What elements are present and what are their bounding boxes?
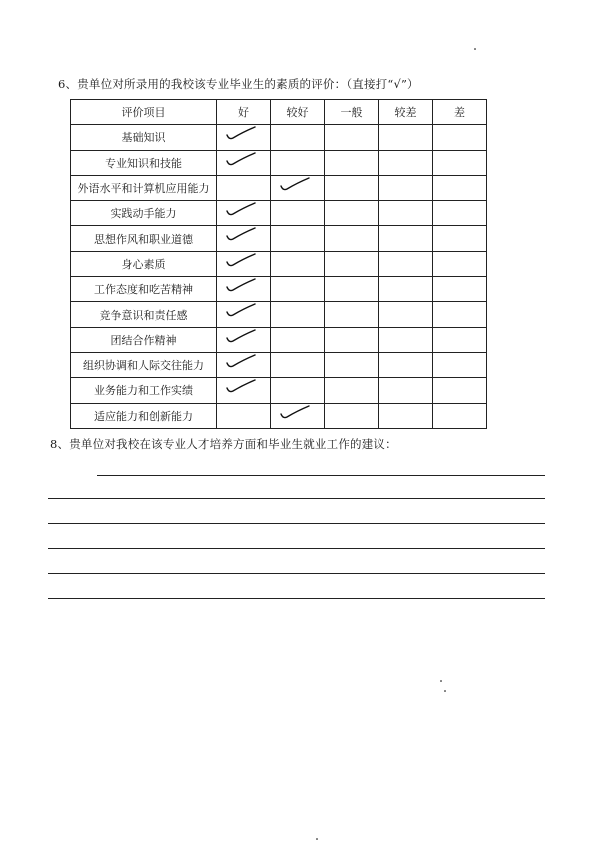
rating-cell[interactable] <box>217 150 271 175</box>
row-label: 专业知识和技能 <box>71 150 217 175</box>
rating-cell[interactable] <box>433 327 487 352</box>
table-row <box>71 150 487 175</box>
checkmark-stroke <box>281 178 309 190</box>
rating-cell[interactable] <box>325 125 379 150</box>
rating-cell[interactable] <box>271 175 325 200</box>
checkmark-stroke <box>227 279 255 291</box>
scan-speck <box>440 680 442 682</box>
rating-cell[interactable] <box>325 150 379 175</box>
checkmark-icon <box>221 303 265 325</box>
rating-cell[interactable] <box>433 352 487 377</box>
rating-cell[interactable] <box>271 226 325 251</box>
rating-cell[interactable] <box>379 150 433 175</box>
table-row <box>71 226 487 251</box>
rating-cell[interactable] <box>379 175 433 200</box>
rating-cell[interactable] <box>379 403 433 428</box>
rating-cell[interactable] <box>379 352 433 377</box>
row-label: 实践动手能力 <box>71 201 217 226</box>
rating-cell[interactable] <box>325 352 379 377</box>
rating-cell[interactable] <box>433 175 487 200</box>
checkmark-stroke <box>227 304 255 316</box>
checkmark-stroke <box>227 254 255 266</box>
header-rating-bad: 差 <box>433 100 487 125</box>
rating-cell[interactable] <box>325 201 379 226</box>
row-label: 组织协调和人际交往能力 <box>71 352 217 377</box>
header-item: 评价项目 <box>71 100 217 125</box>
rating-cell[interactable] <box>271 251 325 276</box>
rating-cell[interactable] <box>217 302 271 327</box>
rating-cell[interactable] <box>379 327 433 352</box>
table-row <box>71 378 487 403</box>
row-label: 适应能力和创新能力 <box>71 403 217 428</box>
table-row <box>71 352 487 377</box>
evaluation-table <box>70 99 487 429</box>
table-row <box>71 201 487 226</box>
rating-cell[interactable] <box>217 352 271 377</box>
table-header-row <box>71 100 487 125</box>
row-label: 竞争意识和责任感 <box>71 302 217 327</box>
checkmark-icon <box>275 405 319 427</box>
rating-cell[interactable] <box>271 403 325 428</box>
table-row <box>71 277 487 302</box>
rating-cell[interactable] <box>217 378 271 403</box>
row-label: 身心素质 <box>71 251 217 276</box>
rating-cell[interactable] <box>271 302 325 327</box>
row-label: 业务能力和工作实绩 <box>71 378 217 403</box>
checkmark-stroke <box>227 203 255 215</box>
rating-cell[interactable] <box>379 201 433 226</box>
rating-cell[interactable] <box>271 125 325 150</box>
rating-cell[interactable] <box>271 201 325 226</box>
checkmark-stroke <box>227 355 255 367</box>
header-rating-poor: 较差 <box>379 100 433 125</box>
checkmark-stroke <box>227 127 255 139</box>
checkmark-icon <box>221 379 265 401</box>
rating-cell[interactable] <box>271 150 325 175</box>
table-row <box>71 251 487 276</box>
row-label: 基础知识 <box>71 125 217 150</box>
checkmark-stroke <box>227 330 255 342</box>
rating-cell[interactable] <box>379 378 433 403</box>
table-row <box>71 327 487 352</box>
rating-cell[interactable] <box>433 251 487 276</box>
rating-cell[interactable] <box>433 277 487 302</box>
answer-line[interactable] <box>48 548 545 549</box>
rating-cell[interactable] <box>433 302 487 327</box>
answer-line[interactable] <box>97 475 545 476</box>
checkmark-stroke <box>281 406 309 418</box>
checkmark-icon <box>275 177 319 199</box>
rating-cell[interactable] <box>271 327 325 352</box>
checkmark-icon <box>221 278 265 300</box>
rating-cell[interactable] <box>433 226 487 251</box>
rating-cell[interactable] <box>271 378 325 403</box>
rating-cell[interactable] <box>433 150 487 175</box>
header-rating-fairly-good: 较好 <box>271 100 325 125</box>
q6-title: 6、贵单位对所录用的我校该专业毕业生的素质的评价：（直接打“√”） <box>58 77 419 91</box>
checkmark-stroke <box>227 153 255 165</box>
answer-line[interactable] <box>48 598 545 599</box>
checkmark-icon <box>221 202 265 224</box>
rating-cell[interactable] <box>217 251 271 276</box>
rating-cell[interactable] <box>325 302 379 327</box>
row-label: 工作态度和吃苦精神 <box>71 277 217 302</box>
rating-cell[interactable] <box>271 352 325 377</box>
rating-cell[interactable] <box>217 327 271 352</box>
header-rating-average: 一般 <box>325 100 379 125</box>
row-label: 团结合作精神 <box>71 327 217 352</box>
rating-cell[interactable] <box>379 277 433 302</box>
checkmark-icon <box>221 227 265 249</box>
rating-cell[interactable] <box>217 277 271 302</box>
table-row <box>71 302 487 327</box>
checkmark-icon <box>221 253 265 275</box>
checkmark-icon <box>221 126 265 148</box>
table-row <box>71 175 487 200</box>
scan-speck <box>316 838 318 840</box>
rating-cell[interactable] <box>325 175 379 200</box>
checkmark-icon <box>221 329 265 351</box>
rating-cell[interactable] <box>379 302 433 327</box>
rating-cell[interactable] <box>271 277 325 302</box>
rating-cell[interactable] <box>379 226 433 251</box>
answer-line[interactable] <box>48 498 545 499</box>
checkmark-icon <box>221 354 265 376</box>
evaluation-table-body <box>71 125 487 429</box>
rating-cell[interactable] <box>217 175 271 200</box>
rating-cell[interactable] <box>325 251 379 276</box>
row-label: 思想作风和职业道德 <box>71 226 217 251</box>
rating-cell[interactable] <box>325 327 379 352</box>
answer-line[interactable] <box>48 523 545 524</box>
checkmark-stroke <box>227 228 255 240</box>
rating-cell[interactable] <box>325 226 379 251</box>
rating-cell[interactable] <box>379 125 433 150</box>
rating-cell[interactable] <box>217 226 271 251</box>
header-rating-good: 好 <box>217 100 271 125</box>
q8-title: 8、贵单位对我校在该专业人才培养方面和毕业生就业工作的建议： <box>50 437 397 451</box>
rating-cell[interactable] <box>433 403 487 428</box>
rating-cell[interactable] <box>433 125 487 150</box>
rating-cell[interactable] <box>379 251 433 276</box>
rating-cell[interactable] <box>433 378 487 403</box>
rating-cell[interactable] <box>325 277 379 302</box>
rating-cell[interactable] <box>325 403 379 428</box>
rating-cell[interactable] <box>325 378 379 403</box>
checkmark-stroke <box>227 380 255 392</box>
rating-cell[interactable] <box>433 201 487 226</box>
table-row <box>71 125 487 150</box>
scan-speck <box>444 690 446 692</box>
rating-cell[interactable] <box>217 201 271 226</box>
table-row <box>71 403 487 428</box>
scan-speck <box>474 48 476 50</box>
rating-cell[interactable] <box>217 125 271 150</box>
row-label: 外语水平和计算机应用能力 <box>71 175 217 200</box>
rating-cell[interactable] <box>217 403 271 428</box>
checkmark-icon <box>221 152 265 174</box>
answer-line[interactable] <box>48 573 545 574</box>
